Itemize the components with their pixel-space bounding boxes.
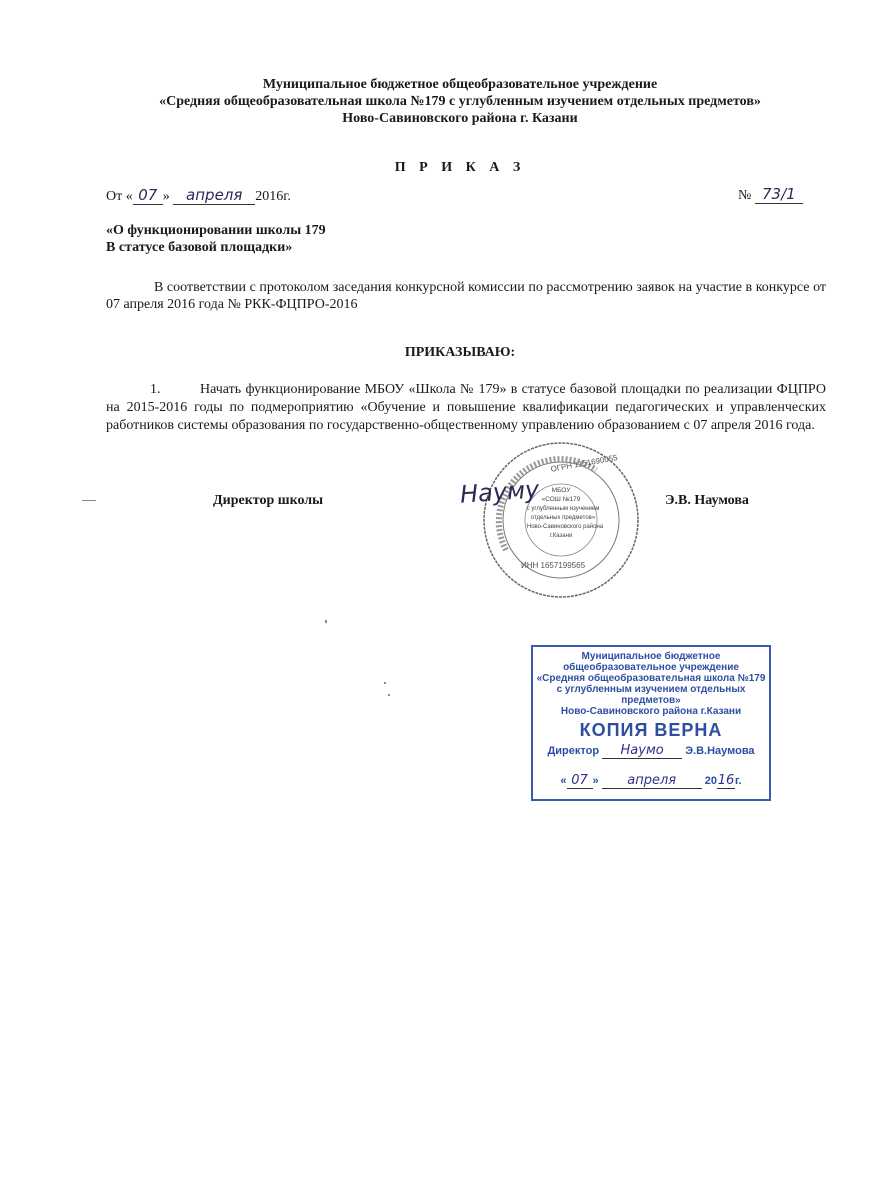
stamp-line-1: Муниципальное бюджетное xyxy=(581,651,721,662)
stamp-director-name: Э.В.Наумова xyxy=(685,745,755,757)
speck xyxy=(384,682,386,684)
copy-certification-stamp xyxy=(531,645,771,801)
order-subject xyxy=(106,222,326,256)
order-number xyxy=(738,185,803,204)
director-signature: Науму xyxy=(459,475,541,509)
stamp-director-label: Директор xyxy=(547,745,600,757)
stamp-line-3: «Средняя общеобразовательная школа №179 xyxy=(536,673,766,684)
speck xyxy=(82,500,96,501)
item-text: Начать функционирование МБОУ «Школа № 179» в статусе базовой площадки по реализации ФЦПРО на 2015-2016 годы по подмероприятию «Обучение и повышение квалификации педагогических и управленческих работников системы образования по государственно-общественному управлению образованием с 07 апреля 2016 года. xyxy=(106,382,826,433)
stamp-line-5: Ново-Савиновского района г.Казани xyxy=(560,706,742,717)
date-middle: » xyxy=(162,189,170,204)
stamp-date-open: « xyxy=(560,775,567,787)
organization-header xyxy=(80,76,840,127)
date-prefix: От « xyxy=(106,189,133,204)
stamp-date-suffix: г. xyxy=(735,775,742,787)
speck xyxy=(325,620,327,623)
order-date xyxy=(106,186,291,205)
stamp-date-day: 07 xyxy=(567,773,593,789)
signature-name: Э.В. Наумова xyxy=(665,493,749,508)
stamp-date-row xyxy=(539,773,763,789)
speck xyxy=(388,694,390,696)
stamp-date-month: апреля xyxy=(602,773,702,789)
stamp-certified: КОПИЯ ВЕРНА xyxy=(579,720,723,740)
header-line-2: «Средняя общеобразовательная школа №179 с углубленным изучением отдельных предметов» xyxy=(159,94,761,109)
seal-ogrn: ОГРН 1151690055 xyxy=(549,453,619,474)
seal-inner-3: с углубленным изучением xyxy=(526,506,600,512)
preamble-paragraph: В соответствии с протоколом заседания конкурсной комиссии по рассмотрению заявок на участие в конкурсе от 07 апреля 2016 года № РКК-ФЦПРО-2016 xyxy=(106,280,826,312)
seal-inner-4: отдельных предметов» xyxy=(530,515,596,521)
header-line-3: Ново-Савиновского района г. Казани xyxy=(342,111,578,126)
number-label: № xyxy=(738,188,752,203)
date-month: апреля xyxy=(173,186,255,205)
seal-inner-5: Ново-Савиновского района xyxy=(526,524,604,530)
document-title: П Р И К А З xyxy=(394,160,526,175)
number-value: 73/1 xyxy=(755,185,803,204)
subject-line-1: «О функционировании школы 179 xyxy=(106,223,326,238)
seal-inn: ИНН 1657199565 xyxy=(521,561,586,570)
stamp-date-close: » xyxy=(592,775,599,787)
stamp-director-row xyxy=(539,743,763,759)
seal-inner-1: МБОУ xyxy=(551,487,571,494)
header-line-1: Муниципальное бюджетное общеобразовательное учреждение xyxy=(262,77,658,92)
order-item xyxy=(106,381,826,435)
stamp-org xyxy=(533,651,769,717)
signature-position: Директор школы xyxy=(213,493,324,508)
item-number: 1. xyxy=(150,382,161,397)
seal-inner-6: г.Казани xyxy=(549,533,573,539)
orders-heading: ПРИКАЗЫВАЮ: xyxy=(404,345,516,360)
seal-inner-2: «СОШ №179 xyxy=(541,496,581,503)
stamp-line-2: общеобразовательное учреждение xyxy=(563,662,739,673)
stamp-director-sign: Наумо xyxy=(602,743,682,759)
date-year: 2016г. xyxy=(255,189,291,204)
date-day: 07 xyxy=(133,186,163,205)
round-seal xyxy=(481,440,641,600)
stamp-date-year: 16 xyxy=(717,773,735,788)
subject-line-2: В статусе базовой площадки» xyxy=(106,240,293,255)
stamp-date-year-prefix: 20 xyxy=(704,775,718,787)
stamp-line-4: с углубленным изучением отдельных предметов» xyxy=(556,684,746,706)
